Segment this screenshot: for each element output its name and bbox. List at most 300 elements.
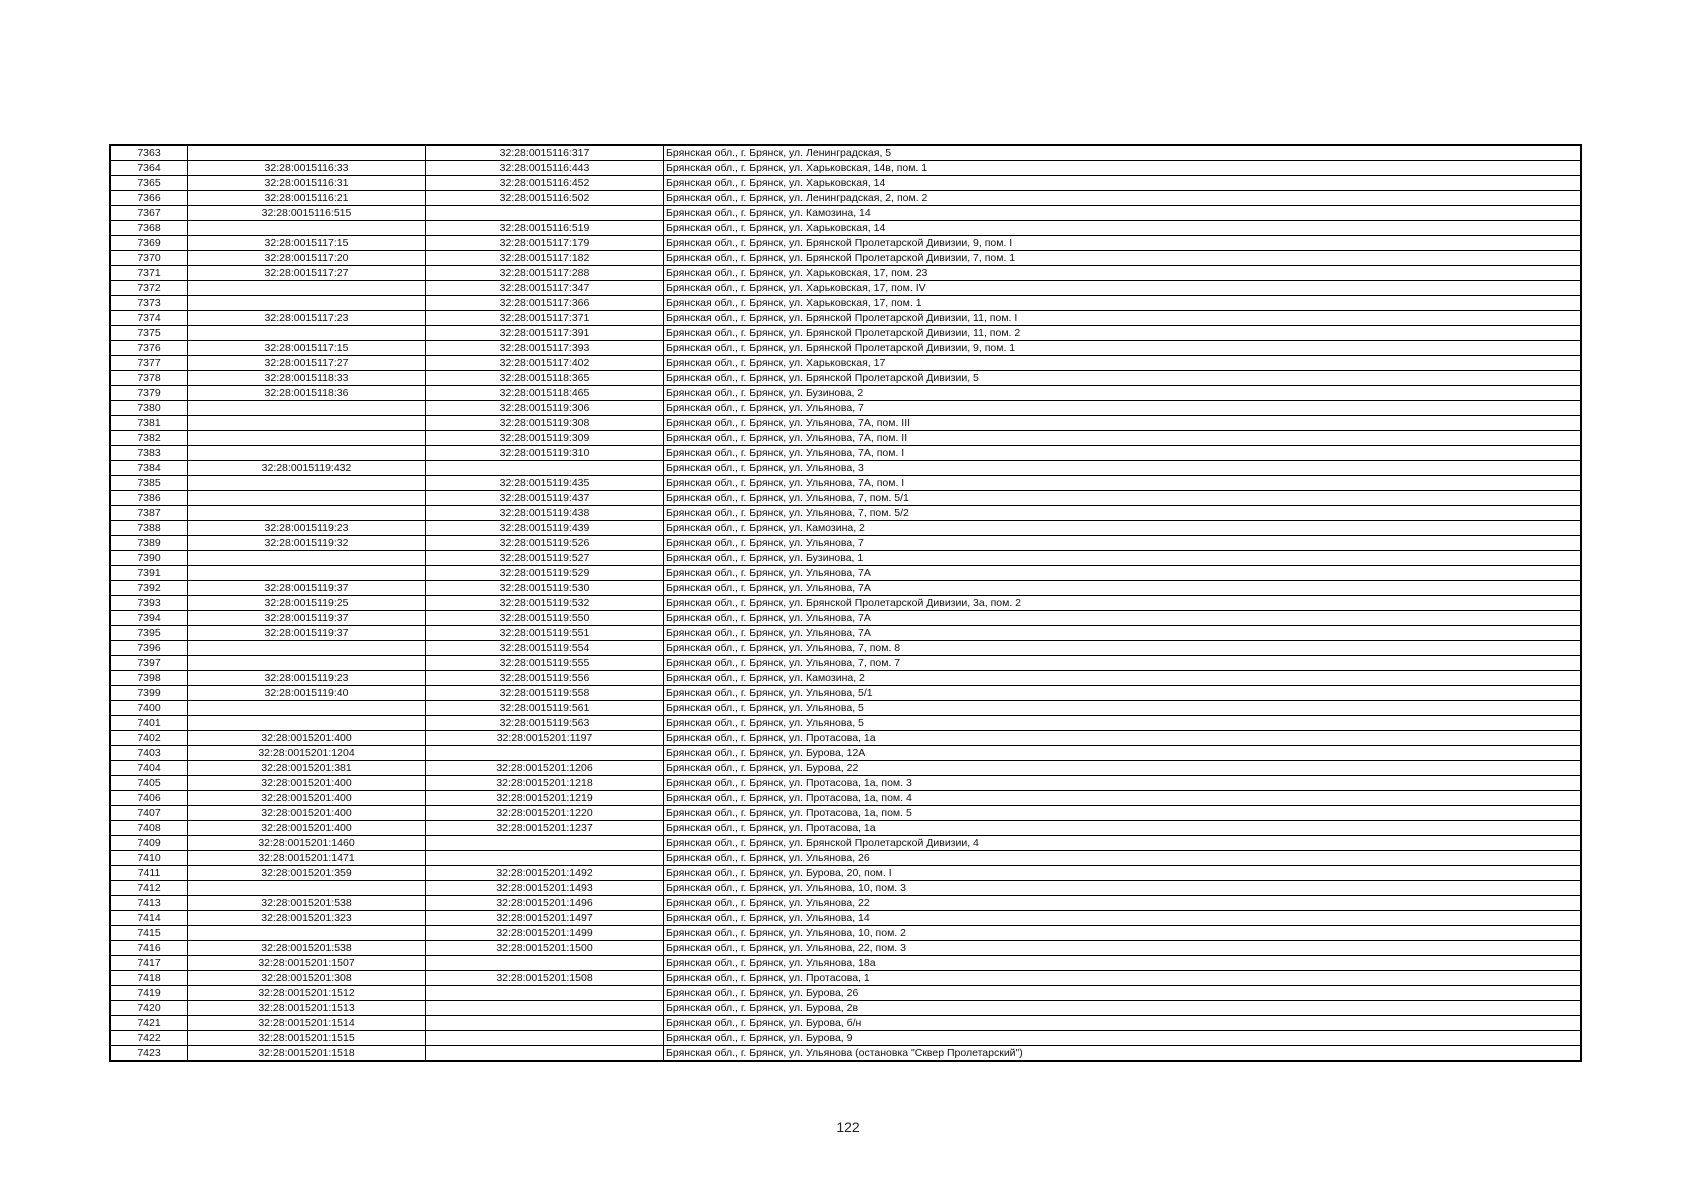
table-row — [110, 761, 1581, 776]
table-row — [110, 206, 1581, 221]
land-plot-number-cell: 32:28:0015201:400 — [188, 776, 426, 791]
object-number-cell: 32:28:0015116:502 — [426, 191, 664, 206]
object-number-cell: 32:28:0015119:532 — [426, 596, 664, 611]
land-plot-number-cell: 32:28:0015201:308 — [188, 971, 426, 986]
object-number-cell: 32:28:0015116:443 — [426, 161, 664, 176]
object-number-cell: 32:28:0015119:526 — [426, 536, 664, 551]
land-plot-number-cell: 32:28:0015119:40 — [188, 686, 426, 701]
land-plot-number-cell: 32:28:0015201:400 — [188, 821, 426, 836]
land-plot-number-cell — [188, 551, 426, 566]
row-number-cell: 7413 — [110, 896, 188, 911]
object-number-cell — [426, 956, 664, 971]
address-cell: Брянская обл., г. Брянск, ул. Брянской Пролетарской Дивизии, 4 — [664, 836, 1582, 851]
address-cell: Брянская обл., г. Брянск, ул. Ульянова, 7А — [664, 566, 1582, 581]
object-number-cell: 32:28:0015117:179 — [426, 236, 664, 251]
table-row — [110, 296, 1581, 311]
address-cell: Брянская обл., г. Брянск, ул. Ульянова, 7А, пом. III — [664, 416, 1582, 431]
address-cell: Брянская обл., г. Брянск, ул. Бурова, 22 — [664, 761, 1582, 776]
table-row — [110, 686, 1581, 701]
object-number-cell: 32:28:0015201:1500 — [426, 941, 664, 956]
table-row — [110, 446, 1581, 461]
row-number-cell: 7408 — [110, 821, 188, 836]
row-number-cell: 7395 — [110, 626, 188, 641]
table-row — [110, 806, 1581, 821]
table-row — [110, 326, 1581, 341]
address-cell: Брянская обл., г. Брянск, ул. Харьковская, 14 — [664, 221, 1582, 236]
object-number-cell: 32:28:0015117:402 — [426, 356, 664, 371]
table-row — [110, 896, 1581, 911]
object-number-cell — [426, 836, 664, 851]
object-number-cell: 32:28:0015119:310 — [426, 446, 664, 461]
object-number-cell: 32:28:0015119:550 — [426, 611, 664, 626]
object-number-cell: 32:28:0015119:530 — [426, 581, 664, 596]
address-cell: Брянская обл., г. Брянск, ул. Ленинградская, 2, пом. 2 — [664, 191, 1582, 206]
address-cell: Брянская обл., г. Брянск, ул. Протасова, 1 — [664, 971, 1582, 986]
row-number-cell: 7365 — [110, 176, 188, 191]
address-cell: Брянская обл., г. Брянск, ул. Ульянова, 5 — [664, 716, 1582, 731]
table-row — [110, 461, 1581, 476]
address-cell: Брянская обл., г. Брянск, ул. Ульянова, 7А — [664, 581, 1582, 596]
address-cell: Брянская обл., г. Брянск, ул. Ульянова, 22, пом. 3 — [664, 941, 1582, 956]
row-number-cell: 7403 — [110, 746, 188, 761]
object-number-cell — [426, 851, 664, 866]
table-row — [110, 416, 1581, 431]
address-cell: Брянская обл., г. Брянск, ул. Брянской Пролетарской Дивизии, 11, пом. 2 — [664, 326, 1582, 341]
row-number-cell: 7367 — [110, 206, 188, 221]
table-row — [110, 926, 1581, 941]
address-cell: Брянская обл., г. Брянск, ул. Брянской Пролетарской Дивизии, 5 — [664, 371, 1582, 386]
table-row — [110, 521, 1581, 536]
land-plot-number-cell: 32:28:0015201:538 — [188, 941, 426, 956]
land-plot-number-cell: 32:28:0015117:15 — [188, 341, 426, 356]
row-number-cell: 7370 — [110, 251, 188, 266]
table-row — [110, 641, 1581, 656]
object-number-cell: 32:28:0015201:1493 — [426, 881, 664, 896]
row-number-cell: 7397 — [110, 656, 188, 671]
object-number-cell: 32:28:0015119:555 — [426, 656, 664, 671]
land-plot-number-cell: 32:28:0015201:538 — [188, 896, 426, 911]
address-cell: Брянская обл., г. Брянск, ул. Ульянова, 14 — [664, 911, 1582, 926]
object-number-cell — [426, 1031, 664, 1046]
table-row — [110, 386, 1581, 401]
object-number-cell: 32:28:0015201:1496 — [426, 896, 664, 911]
row-number-cell: 7376 — [110, 341, 188, 356]
address-cell: Брянская обл., г. Брянск, ул. Ульянова (остановка "Сквер Пролетарский") — [664, 1046, 1582, 1062]
object-number-cell: 32:28:0015201:1219 — [426, 791, 664, 806]
address-cell: Брянская обл., г. Брянск, ул. Бузинова, 1 — [664, 551, 1582, 566]
row-number-cell: 7423 — [110, 1046, 188, 1062]
address-cell: Брянская обл., г. Брянск, ул. Протасова, 1а — [664, 821, 1582, 836]
land-plot-number-cell — [188, 145, 426, 161]
row-number-cell: 7379 — [110, 386, 188, 401]
table-row — [110, 626, 1581, 641]
row-number-cell: 7421 — [110, 1016, 188, 1031]
row-number-cell: 7393 — [110, 596, 188, 611]
object-number-cell: 32:28:0015119:529 — [426, 566, 664, 581]
object-number-cell: 32:28:0015117:366 — [426, 296, 664, 311]
land-plot-number-cell: 32:28:0015119:23 — [188, 671, 426, 686]
row-number-cell: 7366 — [110, 191, 188, 206]
object-number-cell: 32:28:0015116:317 — [426, 145, 664, 161]
land-plot-number-cell — [188, 491, 426, 506]
land-plot-number-cell: 32:28:0015117:27 — [188, 266, 426, 281]
object-number-cell: 32:28:0015201:1220 — [426, 806, 664, 821]
table-row — [110, 371, 1581, 386]
row-number-cell: 7404 — [110, 761, 188, 776]
table-row — [110, 776, 1581, 791]
land-plot-number-cell: 32:28:0015201:1507 — [188, 956, 426, 971]
address-cell: Брянская обл., г. Брянск, ул. Ульянова, 5 — [664, 701, 1582, 716]
object-number-cell: 32:28:0015117:391 — [426, 326, 664, 341]
object-number-cell — [426, 746, 664, 761]
object-number-cell: 32:28:0015201:1492 — [426, 866, 664, 881]
row-number-cell: 7389 — [110, 536, 188, 551]
row-number-cell: 7420 — [110, 1001, 188, 1016]
table-row — [110, 656, 1581, 671]
row-number-cell: 7416 — [110, 941, 188, 956]
land-plot-number-cell — [188, 221, 426, 236]
land-plot-number-cell: 32:28:0015201:323 — [188, 911, 426, 926]
row-number-cell: 7422 — [110, 1031, 188, 1046]
object-number-cell: 32:28:0015119:308 — [426, 416, 664, 431]
address-cell: Брянская обл., г. Брянск, ул. Харьковская, 17, пом. IV — [664, 281, 1582, 296]
address-cell: Брянская обл., г. Брянск, ул. Бурова, 20, пом. I — [664, 866, 1582, 881]
address-cell: Брянская обл., г. Брянск, ул. Бурова, 2в — [664, 1001, 1582, 1016]
object-number-cell: 32:28:0015201:1508 — [426, 971, 664, 986]
object-number-cell — [426, 206, 664, 221]
object-number-cell: 32:28:0015119:439 — [426, 521, 664, 536]
table-row — [110, 731, 1581, 746]
address-cell: Брянская обл., г. Брянск, ул. Ульянова, 7А, пом. II — [664, 431, 1582, 446]
row-number-cell: 7402 — [110, 731, 188, 746]
row-number-cell: 7363 — [110, 145, 188, 161]
row-number-cell: 7405 — [110, 776, 188, 791]
row-number-cell: 7417 — [110, 956, 188, 971]
table-row — [110, 1001, 1581, 1016]
row-number-cell: 7418 — [110, 971, 188, 986]
table-row — [110, 566, 1581, 581]
row-number-cell: 7398 — [110, 671, 188, 686]
object-number-cell: 32:28:0015117:371 — [426, 311, 664, 326]
table-row — [110, 145, 1581, 161]
row-number-cell: 7410 — [110, 851, 188, 866]
row-number-cell: 7371 — [110, 266, 188, 281]
land-plot-number-cell — [188, 401, 426, 416]
land-plot-number-cell — [188, 701, 426, 716]
table-row — [110, 581, 1581, 596]
land-plot-number-cell — [188, 446, 426, 461]
row-number-cell: 7390 — [110, 551, 188, 566]
object-number-cell: 32:28:0015201:1218 — [426, 776, 664, 791]
address-cell: Брянская обл., г. Брянск, ул. Ульянова, 7А — [664, 626, 1582, 641]
land-plot-number-cell: 32:28:0015201:1518 — [188, 1046, 426, 1062]
row-number-cell: 7385 — [110, 476, 188, 491]
table-row — [110, 911, 1581, 926]
land-plot-number-cell: 32:28:0015116:21 — [188, 191, 426, 206]
address-cell: Брянская обл., г. Брянск, ул. Ульянова, 18а — [664, 956, 1582, 971]
land-plot-number-cell — [188, 416, 426, 431]
object-number-cell: 32:28:0015117:288 — [426, 266, 664, 281]
land-plot-number-cell — [188, 281, 426, 296]
row-number-cell: 7392 — [110, 581, 188, 596]
address-cell: Брянская обл., г. Брянск, ул. Бурова, 26 — [664, 986, 1582, 1001]
address-cell: Брянская обл., г. Брянск, ул. Ульянова, 7, пом. 7 — [664, 656, 1582, 671]
address-cell: Брянская обл., г. Брянск, ул. Ульянова, 7А, пом. I — [664, 446, 1582, 461]
table-row — [110, 401, 1581, 416]
object-number-cell — [426, 1046, 664, 1062]
table-row — [110, 986, 1581, 1001]
table-row — [110, 356, 1581, 371]
table-row — [110, 341, 1581, 356]
object-number-cell: 32:28:0015119:551 — [426, 626, 664, 641]
object-number-cell: 32:28:0015119:435 — [426, 476, 664, 491]
land-plot-number-cell: 32:28:0015117:15 — [188, 236, 426, 251]
page-number: 122 — [836, 1119, 860, 1135]
table-row — [110, 266, 1581, 281]
row-number-cell: 7407 — [110, 806, 188, 821]
address-cell: Брянская обл., г. Брянск, ул. Ульянова, 22 — [664, 896, 1582, 911]
address-cell: Брянская обл., г. Брянск, ул. Бузинова, 2 — [664, 386, 1582, 401]
table-row — [110, 611, 1581, 626]
object-number-cell: 32:28:0015119:438 — [426, 506, 664, 521]
address-cell: Брянская обл., г. Брянск, ул. Ульянова, 7 — [664, 536, 1582, 551]
object-number-cell: 32:28:0015119:563 — [426, 716, 664, 731]
address-cell: Брянская обл., г. Брянск, ул. Ульянова, 7, пом. 8 — [664, 641, 1582, 656]
table-row — [110, 746, 1581, 761]
row-number-cell: 7382 — [110, 431, 188, 446]
address-cell: Брянская обл., г. Брянск, ул. Ульянова, 26 — [664, 851, 1582, 866]
object-number-cell: 32:28:0015119:558 — [426, 686, 664, 701]
land-plot-number-cell: 32:28:0015201:1460 — [188, 836, 426, 851]
object-number-cell: 32:28:0015201:1237 — [426, 821, 664, 836]
object-number-cell — [426, 461, 664, 476]
address-cell: Брянская обл., г. Брянск, ул. Ленинградская, 5 — [664, 145, 1582, 161]
object-number-cell: 32:28:0015119:556 — [426, 671, 664, 686]
address-cell: Брянская обл., г. Брянск, ул. Протасова, 1а — [664, 731, 1582, 746]
land-plot-number-cell: 32:28:0015201:359 — [188, 866, 426, 881]
land-plot-number-cell — [188, 926, 426, 941]
address-cell: Брянская обл., г. Брянск, ул. Харьковская, 14 — [664, 176, 1582, 191]
land-plot-number-cell: 32:28:0015119:37 — [188, 611, 426, 626]
row-number-cell: 7377 — [110, 356, 188, 371]
address-cell: Брянская обл., г. Брянск, ул. Ульянова, 3 — [664, 461, 1582, 476]
land-plot-number-cell: 32:28:0015119:37 — [188, 581, 426, 596]
table-body — [110, 145, 1581, 1061]
land-plot-number-cell — [188, 506, 426, 521]
table-row — [110, 971, 1581, 986]
table-row — [110, 956, 1581, 971]
land-plot-number-cell — [188, 656, 426, 671]
address-cell: Брянская обл., г. Брянск, ул. Бурова, б/н — [664, 1016, 1582, 1031]
row-number-cell: 7372 — [110, 281, 188, 296]
land-plot-number-cell: 32:28:0015201:1515 — [188, 1031, 426, 1046]
row-number-cell: 7380 — [110, 401, 188, 416]
object-number-cell: 32:28:0015201:1206 — [426, 761, 664, 776]
row-number-cell: 7406 — [110, 791, 188, 806]
land-plot-number-cell: 32:28:0015201:1514 — [188, 1016, 426, 1031]
table-row — [110, 536, 1581, 551]
land-plot-number-cell — [188, 326, 426, 341]
row-number-cell: 7394 — [110, 611, 188, 626]
table-row — [110, 236, 1581, 251]
address-cell: Брянская обл., г. Брянск, ул. Камозина, 2 — [664, 521, 1582, 536]
land-plot-number-cell — [188, 881, 426, 896]
object-number-cell: 32:28:0015119:554 — [426, 641, 664, 656]
address-cell: Брянская обл., г. Брянск, ул. Брянской Пролетарской Дивизии, 9, пом. 1 — [664, 341, 1582, 356]
row-number-cell: 7384 — [110, 461, 188, 476]
object-number-cell: 32:28:0015201:1497 — [426, 911, 664, 926]
object-number-cell: 32:28:0015118:465 — [426, 386, 664, 401]
object-number-cell: 32:28:0015119:306 — [426, 401, 664, 416]
address-cell: Брянская обл., г. Брянск, ул. Брянской Пролетарской Дивизии, 3а, пом. 2 — [664, 596, 1582, 611]
address-cell: Брянская обл., г. Брянск, ул. Протасова, 1а, пом. 3 — [664, 776, 1582, 791]
row-number-cell: 7386 — [110, 491, 188, 506]
row-number-cell: 7411 — [110, 866, 188, 881]
address-cell: Брянская обл., г. Брянск, ул. Ульянова, 5/1 — [664, 686, 1582, 701]
table-row — [110, 671, 1581, 686]
table-row — [110, 176, 1581, 191]
land-plot-number-cell: 32:28:0015117:23 — [188, 311, 426, 326]
address-cell: Брянская обл., г. Брянск, ул. Ульянова, 7, пом. 5/2 — [664, 506, 1582, 521]
row-number-cell: 7399 — [110, 686, 188, 701]
row-number-cell: 7368 — [110, 221, 188, 236]
address-cell: Брянская обл., г. Брянск, ул. Харьковская, 17, пом. 23 — [664, 266, 1582, 281]
row-number-cell: 7381 — [110, 416, 188, 431]
land-plot-number-cell: 32:28:0015118:33 — [188, 371, 426, 386]
land-plot-number-cell: 32:28:0015119:32 — [188, 536, 426, 551]
row-number-cell: 7409 — [110, 836, 188, 851]
address-cell: Брянская обл., г. Брянск, ул. Камозина, 14 — [664, 206, 1582, 221]
address-cell: Брянская обл., г. Брянск, ул. Харьковская, 17 — [664, 356, 1582, 371]
row-number-cell: 7419 — [110, 986, 188, 1001]
land-plot-number-cell: 32:28:0015116:515 — [188, 206, 426, 221]
address-cell: Брянская обл., г. Брянск, ул. Бурова, 9 — [664, 1031, 1582, 1046]
land-plot-number-cell: 32:28:0015201:400 — [188, 806, 426, 821]
address-cell: Брянская обл., г. Брянск, ул. Ульянова, 7А, пом. I — [664, 476, 1582, 491]
land-plot-number-cell: 32:28:0015119:432 — [188, 461, 426, 476]
row-number-cell: 7369 — [110, 236, 188, 251]
land-plot-number-cell: 32:28:0015116:31 — [188, 176, 426, 191]
object-number-cell: 32:28:0015119:527 — [426, 551, 664, 566]
land-plot-number-cell — [188, 476, 426, 491]
object-number-cell: 32:28:0015119:561 — [426, 701, 664, 716]
object-number-cell: 32:28:0015119:437 — [426, 491, 664, 506]
land-plot-number-cell: 32:28:0015116:33 — [188, 161, 426, 176]
table-row — [110, 506, 1581, 521]
object-number-cell: 32:28:0015201:1197 — [426, 731, 664, 746]
table-row — [110, 866, 1581, 881]
table-row — [110, 1016, 1581, 1031]
address-cell: Брянская обл., г. Брянск, ул. Ульянова, 7А — [664, 611, 1582, 626]
row-number-cell: 7364 — [110, 161, 188, 176]
row-number-cell: 7375 — [110, 326, 188, 341]
row-number-cell: 7374 — [110, 311, 188, 326]
object-number-cell: 32:28:0015117:393 — [426, 341, 664, 356]
object-number-cell: 32:28:0015116:519 — [426, 221, 664, 236]
address-cell: Брянская обл., г. Брянск, ул. Харьковская, 17, пом. 1 — [664, 296, 1582, 311]
row-number-cell: 7412 — [110, 881, 188, 896]
address-cell: Брянская обл., г. Брянск, ул. Ульянова, 10, пом. 3 — [664, 881, 1582, 896]
object-number-cell — [426, 1001, 664, 1016]
land-plot-number-cell: 32:28:0015117:27 — [188, 356, 426, 371]
row-number-cell: 7387 — [110, 506, 188, 521]
row-number-cell: 7400 — [110, 701, 188, 716]
land-plot-number-cell — [188, 296, 426, 311]
object-number-cell: 32:28:0015117:347 — [426, 281, 664, 296]
address-cell: Брянская обл., г. Брянск, ул. Брянской Пролетарской Дивизии, 7, пом. 1 — [664, 251, 1582, 266]
object-number-cell: 32:28:0015116:452 — [426, 176, 664, 191]
land-plot-number-cell: 32:28:0015201:400 — [188, 791, 426, 806]
land-plot-number-cell — [188, 431, 426, 446]
object-number-cell: 32:28:0015201:1499 — [426, 926, 664, 941]
land-plot-number-cell — [188, 716, 426, 731]
table-row — [110, 311, 1581, 326]
land-plot-number-cell: 32:28:0015201:1512 — [188, 986, 426, 1001]
table-row — [110, 251, 1581, 266]
land-plot-number-cell: 32:28:0015119:25 — [188, 596, 426, 611]
table-row — [110, 476, 1581, 491]
table-row — [110, 701, 1581, 716]
row-number-cell: 7373 — [110, 296, 188, 311]
object-number-cell: 32:28:0015118:365 — [426, 371, 664, 386]
table-row — [110, 161, 1581, 176]
address-cell: Брянская обл., г. Брянск, ул. Харьковская, 14в, пом. 1 — [664, 161, 1582, 176]
row-number-cell: 7414 — [110, 911, 188, 926]
land-plot-number-cell: 32:28:0015119:37 — [188, 626, 426, 641]
table-row — [110, 1046, 1581, 1062]
object-number-cell — [426, 986, 664, 1001]
row-number-cell: 7396 — [110, 641, 188, 656]
land-plot-number-cell: 32:28:0015201:381 — [188, 761, 426, 776]
row-number-cell: 7388 — [110, 521, 188, 536]
table-row — [110, 191, 1581, 206]
table-row — [110, 881, 1581, 896]
table-row — [110, 431, 1581, 446]
object-number-cell — [426, 1016, 664, 1031]
table-row — [110, 596, 1581, 611]
land-plot-number-cell: 32:28:0015201:1471 — [188, 851, 426, 866]
table-row — [110, 221, 1581, 236]
land-plot-number-cell: 32:28:0015118:36 — [188, 386, 426, 401]
object-number-cell: 32:28:0015117:182 — [426, 251, 664, 266]
table-row — [110, 851, 1581, 866]
address-cell: Брянская обл., г. Брянск, ул. Ульянова, 7, пом. 5/1 — [664, 491, 1582, 506]
row-number-cell: 7383 — [110, 446, 188, 461]
object-number-cell: 32:28:0015119:309 — [426, 431, 664, 446]
row-number-cell: 7401 — [110, 716, 188, 731]
table-row — [110, 1031, 1581, 1046]
table-row — [110, 281, 1581, 296]
table-row — [110, 716, 1581, 731]
address-cell: Брянская обл., г. Брянск, ул. Протасова, 1а, пом. 4 — [664, 791, 1582, 806]
address-cell: Брянская обл., г. Брянск, ул. Камозина, 2 — [664, 671, 1582, 686]
land-plot-number-cell: 32:28:0015201:1513 — [188, 1001, 426, 1016]
address-cell: Брянская обл., г. Брянск, ул. Брянской Пролетарской Дивизии, 11, пом. I — [664, 311, 1582, 326]
table-row — [110, 551, 1581, 566]
row-number-cell: 7378 — [110, 371, 188, 386]
table-row — [110, 791, 1581, 806]
land-plot-number-cell: 32:28:0015119:23 — [188, 521, 426, 536]
address-cell: Брянская обл., г. Брянск, ул. Брянской Пролетарской Дивизии, 9, пом. I — [664, 236, 1582, 251]
land-plot-number-cell: 32:28:0015201:400 — [188, 731, 426, 746]
address-cell: Брянская обл., г. Брянск, ул. Протасова, 1а, пом. 5 — [664, 806, 1582, 821]
address-cell: Брянская обл., г. Брянск, ул. Ульянова, 10, пом. 2 — [664, 926, 1582, 941]
table-row — [110, 491, 1581, 506]
land-plot-number-cell: 32:28:0015117:20 — [188, 251, 426, 266]
land-plot-number-cell: 32:28:0015201:1204 — [188, 746, 426, 761]
table-row — [110, 941, 1581, 956]
row-number-cell: 7391 — [110, 566, 188, 581]
